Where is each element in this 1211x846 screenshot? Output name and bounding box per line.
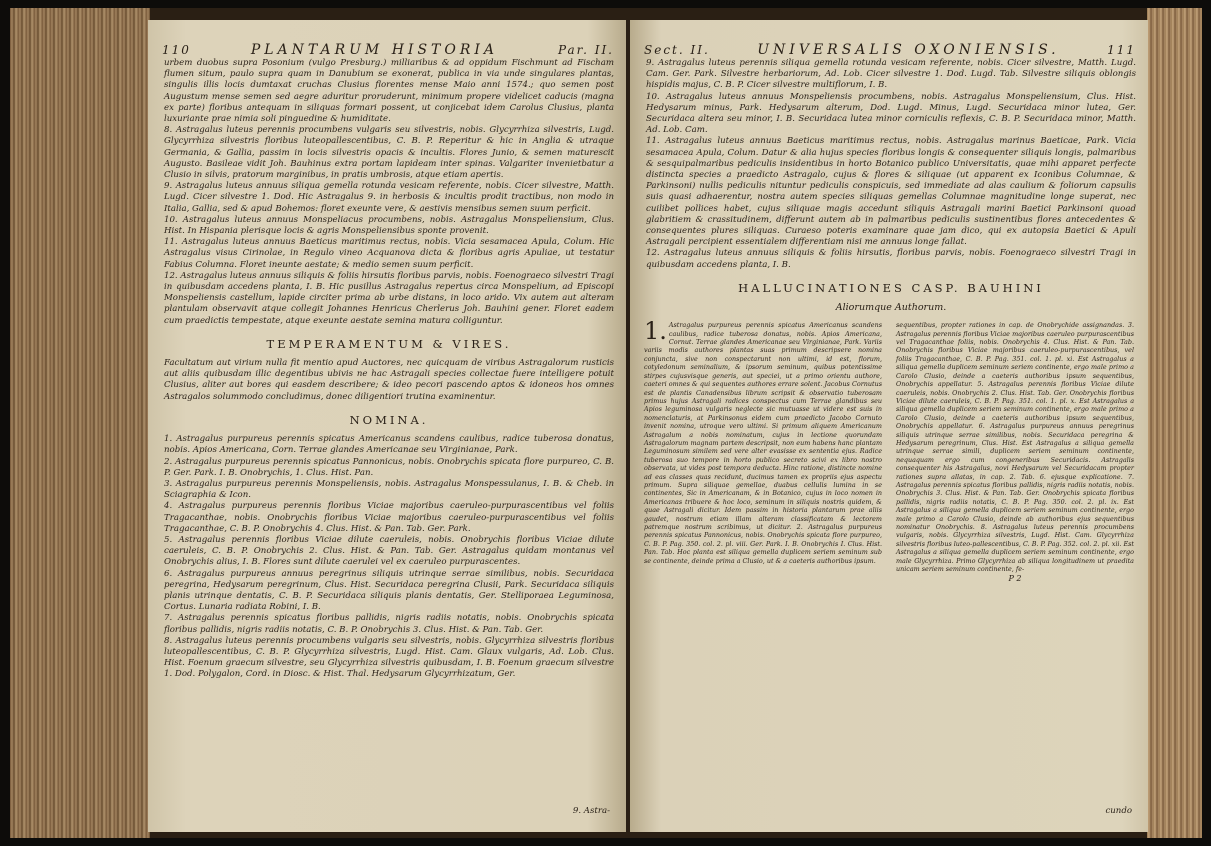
section-label: Sect. II. bbox=[644, 43, 710, 57]
paragraph: 12. Astragalus luteus annuus siliquis & foliis hirsutis floribus parvis, nobis. Foenograeco silvestri Tragi in quibusdam accedens planta, I. B. Hic pusillus Astragalus repertus circa Monspelium, ad Episcopi Monspeliensis castellum, lapide circiter prima ab urbe distans, in loco arido. Vix autem aut alteram plantulam observavit atque collegit Johannes Henricus Cherlerus Joh. Bauhini gener. Floret eadem cum praedictis tempestate, atque exeunte aestate semina matura colliguntur. bbox=[164, 270, 614, 326]
left-page bbox=[148, 20, 626, 832]
list-item: 11. Astragalus luteus annuus Baeticus maritimus rectus, nobis. Astragalus marinus Baeticae, Park. Vicia sesamacea Apula, Colum. Datur & alia hujus species floribus longis & consequenter siliquis longis, palmaribus & sesquipalmaribus pediculis insidentibus in horto Botanico publico Universitatis, quae mihi apparet perfecte distincta species a praedicto Astragalo, cujus & flores & siliquae (ut apparent ex Iconibus Columnae, & Parkinsoni) nullis pediculis nituntur pediculis conspicuis, sed immediate ad alas caulium & foliorum capsulis suis quasi adhaerentur, nostra autem species siliquas gemellas Columnae magnitudine longe superat, nec cuilibet pollices habet, cujus siliquae magis accedunt siliquis Astragali marini Baetici Parkinsoni quoad glabritiem & crassitudinem, differunt autem ab in palmaribus pediculis sustinentibus flores antecedentes & consequentes plures siliquas. Curaeso poteris examinare quae jam dico, qui ex autopsia Baetici & Apuli Astragali percipient essentialem differentiam nisi me annuus longe fallat. bbox=[646, 136, 1136, 248]
list-item: 4. Astragalus purpureus perennis floribus Viciae majoribus caeruleo-purpurascentibus vel foliis Tragacanthae, nobis. Onobrychis floribus Viciae majoribus caeruleo-purpurascentibus vel foliis Tragacanthae, C. B. P. Onobrychis 4. Clus. Hist. & Pan. Tab. Ger. Park. bbox=[164, 501, 614, 534]
list-item: 6. Astragalus purpureus annuus peregrinus siliquis utrinque serrae similibus, nobis. Securidaca peregrina, Hedysarum peregrinum, Clus. Hist. Securidaca peregrina Clusii, Park. Securidaca siliquis planis utrinque dentatis, C. B. P. Securidaca siliquis planis dentatis, Ger. Stelliporaea Leguminosa, Cortus. Lunaria radiata Robini, I. B. bbox=[164, 568, 614, 613]
list-item: 5. Astragalus perennis floribus Viciae dilute caeruleis, nobis. Onobrychis floribus Viciae dilute caeruleis, C. B. P. Onobrychis 2. Clus. Hist. & Pan. Tab. Ger. Astragalus quidam montanus vel Onobrychis alius, I. B. Flores sunt dilute caerulei vel ex caeruleo purpurascentes. bbox=[164, 534, 614, 568]
list-item: 12. Astragalus luteus annuus siliquis & foliis hirsutis, floribus parvis, nobis. Foenograeco silvestri Tragi in quibusdam accedens planta, I. B. bbox=[646, 248, 1136, 270]
paragraph: 11. Astragalus luteus annuus Baeticus maritimus rectus, nobis. Vicia sesamacea Apula, Colum. Hic Astragalus visus Cirinolae, in Regulo vineo Acquanova dicta & floribus agris Apuliae, ut testatur Fabius Columna. Floret ineunte aestate; & medio semen suum perficit. bbox=[164, 237, 614, 270]
list-item: 2. Astragalus purpureus perennis spicatus Pannonicus, nobis. Onobrychis spicata flore purpureo, C. B. P. Ger. Park. I. B. Onobrychis, 1. Clus. Hist. Pan. bbox=[164, 456, 614, 478]
paragraph: 9. Astragalus luteus annuus siliqua gemella rotunda vesicam referente, nobis. Cicer silvestre, Matth. Lugd. Cicer silvestre 1. Dod. Hic Astragalus 9. in herbosis & incultis prodit tractibus, non modo in Italia, Gallia, sed & apud Bohemos: floret exeunte vere, & aestivis mensibus semen suum perficit. bbox=[164, 181, 614, 214]
list-item: 9. Astragalus luteus perennis siliqua gemella rotunda vesicam referente, nobis. Cicer silvestre, Matth. Lugd. Cam. Ger. Park. Silvestre herbariorum, Ad. Lob. Cicer silvestre 1. Dod. Lugd. Tab. Silvestre siliquis oblongis hispidis majus, C. B. P. Cicer silvestre multiflorum, I. B. bbox=[646, 58, 1136, 91]
section-heading: NOMINA. bbox=[349, 412, 429, 427]
right-text bbox=[630, 58, 1148, 313]
right-page bbox=[630, 20, 1148, 832]
catchword: cundo bbox=[1105, 806, 1132, 816]
list-item: 7. Astragalus perennis spicatus floribus pallidis, nigris radiis notatis, nobis. Onobrychis spicata floribus pallidis, nigris radiis notatis, C. B. P. Onobrychis 3. Clus. Hist. & Pan. Tab. Ger. bbox=[164, 613, 614, 635]
left-text bbox=[148, 58, 626, 681]
catchword: 9. Astra- bbox=[572, 806, 610, 816]
column-left bbox=[644, 317, 882, 584]
running-title: PLANTARUM HISTORIA bbox=[250, 42, 499, 58]
paragraph: urbem duobus supra Posonium (vulgo Presburg.) milliaribus & ad oppidum Fischmunt ad Fischam flumen situm, paulo supra quam in Danubium se exonerat, publica in via unde singulares plantas, singulis illis locis dumtaxat cruchas Clusius florentes mense Maio anni 1574.; quo semen post Augustum mense semen sed aegre aduritur proruderunt, minimum propere videlicet caducis (magna ex parte) floribus antequam in siliquas formari possent, ut conjicebat idem Carolus Clusius, planta luxuriante prae nimia soli pinguedine & humiditate. bbox=[164, 58, 614, 125]
paragraph: 8. Astragalus luteus perennis procumbens vulgaris seu silvestris, nobis. Glycyrrhiza silvestris, Lugd. Glycyrrhiza silvestris floribus luteopallescentibus, C. B. P. Reperitur & hic in Anglia & utraque Germania, & Gallia, passim in locis silvestris opacis & incultis. Flores Junio, & semen maturescit Augusto. Basileae vidit Joh. Bauhinus extra portam lapideam inter spinas. Valgariter invenietbatur a Clusio in silvis, pratorum marginibus, in pratis umbrosis, atque etiam apertis. bbox=[164, 125, 614, 181]
section-heading: HALLUCINATIONES CASP. BAUHINI bbox=[738, 280, 1044, 295]
page-number: 111 bbox=[1107, 43, 1136, 57]
list-item: 8. Astragalus luteus perennis procumbens vulgaris seu silvestris, nobis. Glycyrrhiza silvestris floribus luteopallescentibus, C. B. P. Glycyrrhiza silvestris, Lugd. Hist. Cam. Glaux vulgaris, Ad. Lob. Clus. Hist. Foenum graecum silvestre, seu Glycyrrhiza silvestris quibusdam, I. B. Foenum graecum silvestre 1. Dod. Polygalon, Cord. in Diosc. & Hist. Thal. Hedysarum Glycyrrhizatum, Ger. bbox=[164, 635, 614, 680]
column-text: Astragalus purpureus perennis spicatus Americanus scandens caulibus, radice tuberosa donatus, nobis. Apios Americana, Cornut. Terrae glandes Americanae seu Virginianae, Park. Variis variis modis authores plantas suas primum descripsere nomina conjuncta, sive non conspectarunt non ultimi, id est, florum, cotyledonum seminalium, & ipsorum seminum, quibus potentissime stirpes cujusvisque generis, aut speciei, ut a primo orientu authore, caeteri omnes & qui sequentes authores errare solent. Jacobus Cornutus est de plantis Canadensibus librum scripsit & observatio tuberosam primus hujus Astragali radices conspectus cum Terrae glandibus seu Apios leguminosa vulgaris neglecte sic mutuasse ut videre est suis in nomenclaturis, at Parkinsonus eidem cum praedicto Jacobo Cornuto invenit nomina, utroque vero ultimi. Si primum aliquem Americanum Astragalum a nobis nominatum, cujus in lectione quorundam Astragalorum magnam partem descripsit, non eum habens hanc plantam Leguminosum similem sed vere alter evasisse ex sententia ejus. Radice tuberosa suo tempore in horto publico secreto scivi ex libro nostro observata, ut vides post tempora deducta. Hinc ratione, distincte nomine ad eas classes quas recidunt, ducimus tamen ex propriis ejus aspectu primum. Supra siliquae gemellae, duabus cellulis lumina in se continentes, Sic in Americanam, & in Botanico, cujus in loco nomen in Americanas tribuere & hoc loco, seminum in siliquis nostris quidem, & quae Astragali dicitur. Idem passim in historia plantarum prae aliis gaudet, nostrum etiam illam alteram classificatam & lectorem patremque nostrum scribimus, ut dicitur. 2. Astragalus purpureus perennis spicatus Pannonicus, nobis. Onobrychis spicata flore purpureo, C. B. P. Pag. 350. col. 2. pl. viii. Ger. Park. I. B. Onobrychis I. Clus. Hist. Pan. Tab. Hoc planta est siliqua gemella duplicem seriem seminum sub se continente, deinde prima a Clusio, ut & a caeteris authoribus ipsum. bbox=[644, 321, 882, 565]
list-item: 3. Astragalus purpureus perennis Monspeliensis, nobis. Astragalus Monspessulanus, I. B. & Cheb. in Sciagraphia & Icon. bbox=[164, 478, 614, 501]
two-column-text bbox=[630, 317, 1148, 584]
signature-mark: P 2 bbox=[1008, 574, 1022, 584]
paragraph: Facultatum aut virium nulla fit mentio apud Auctores, nec quicquam de viribus Astragalorum rusticis aut aliis quibusdam illic degentibus ubivis ne hac Astragali species collectae fuere intelligere potuit Clusius, aliter aut bores qui easdem describere; & ideo pecori pascendo aptos & idoneos hos omnes Astragalos solummodo concludimus, donec diligentiori trutina examinentur. bbox=[164, 358, 614, 402]
drop-cap: 1. bbox=[644, 317, 667, 346]
list-item: 1. Astragalus purpureus perennis spicatus Americanus scandens caulibus, radice tuberosa donatus, nobis. Apios Americana, Corn. Terrae glandes Americanae seu Virginianae, Park. bbox=[164, 434, 614, 456]
list-item: 10. Astragalus luteus annuus Monspeliensis procumbens, nobis. Astragalus Monspeliensium, Clus. Hist. Hedysarum minus, Park. Hedysarum alterum, Dod. Lugd. Minus, Lugd. Securidaca minor lutea, Ger. Securidaca altera seu minor, I. B. Securidaca lutea minor corniculis reflexis, C. B. P. Securidaca minor, Matth. Ad. Lob. Cam. bbox=[646, 91, 1136, 136]
running-title: UNIVERSALIS OXONIENSIS. bbox=[757, 42, 1060, 58]
page-edges-right bbox=[1147, 8, 1202, 838]
page-number: 110 bbox=[162, 43, 191, 57]
column-right bbox=[896, 321, 1134, 584]
section-heading: TEMPERAMENTUM & VIRES. bbox=[266, 336, 512, 351]
right-header bbox=[630, 20, 1148, 58]
page-edges-left bbox=[10, 8, 150, 838]
part-label: Par. II. bbox=[557, 43, 614, 57]
column-text: sequentibus, propter rationes in cap. de Onobrychide assignandas. 3. Astragalus perennis floribus Viciae majoribus caeruleo purpurascentibus vel Tragacanthae foliis, nobis. Onobrychis 4. Clus. Hist. & Pan. Tab. Onobrychis floribus Viciae majoribus caeruleo-purpurascentibus, vel foliis Tragacanthae, C. B. P. Pag. 351. col. 1. pl. xi. Est Astragalus a siliqua gemella duplicem seminum seriem continente, ergo male primo a Carolo Clusio, deinde a caeteris authoribus ipsum sequentibus, Onobrychis appellatur. 5. Astragalus perennis floribus Viciae dilute caeruleis, nobis. Onobrychis 2. Clus. Hist. Tab. Ger. Onobrychis floribus Viciae dilute caeruleis, C. B. P. Pag. 351. col. 1. pl. x. Est Astragalus a siliqua gemella duplicem seriem seminum continente, ergo male primo a Carolo Clusio, deinde a caeteris authoribus ipsum sequentibus, Onobrychis appellatur. 6. Astragalus purpureus annuus peregrinus siliquis utrinque serrae similibus, nobis. Securidaca peregrina & Hedysarum peregrinum, Clus. Hist. Est Astragalus a siliqua gemella utrinque serrae simili, duplicem seriem seminum continente, nequaquam ergo cum congeneribus Securidacis. Astragalis consequenter his Astragalus, novi Hedysarum vel Securidacam propter rationes supra allatas, in cap. 2. Tab. 6. ejusque explicatione. 7. Astragalus perennis spicatus floribus pallidis, nigris radiis notatis, nobis. Onobrychis 3. Clus. Hist. & Pan. Tab. Ger. Onobrychis spicata floribus pallidis, nigris radiis notatis, C. B. P. Pag. 350. col. 2. pl. ix. Est Astragalus a siliqua gemella duplicem seriem seminum continente, ergo male primo a Carolo Clusio, deinde ab authoribus ejus sequentibus nominatur Onobrychis. 8. Astragalus luteus perennis procumbens vulgaris, nobis. Glycyrrhiza silvestris, Lugd. Hist. Cam. Glycyrrhiza silvestris floribus luteo-pallescentibus, C. B. P. Pag. 352. col. 2. pl. xii. Est Astragalus a siliqua gemella duplicem seriem seminum continente, ergo male Glycyrrhiza. Primo Glycyrrhiza ab siliqua longitudinem ut praedita unicam seriem seminum continente, fe- bbox=[896, 321, 1134, 574]
book bbox=[10, 8, 1202, 838]
section-subheading: Aliorumque Authorum. bbox=[835, 302, 947, 314]
paragraph: 10. Astragalus luteus annuus Monspeliacus procumbens, nobis. Astragalus Monspeliensium, Clus. Hist. In Hispania plerisque locis & agris Monspeliensibus sponte provenit. bbox=[164, 214, 614, 237]
left-header bbox=[148, 20, 626, 58]
